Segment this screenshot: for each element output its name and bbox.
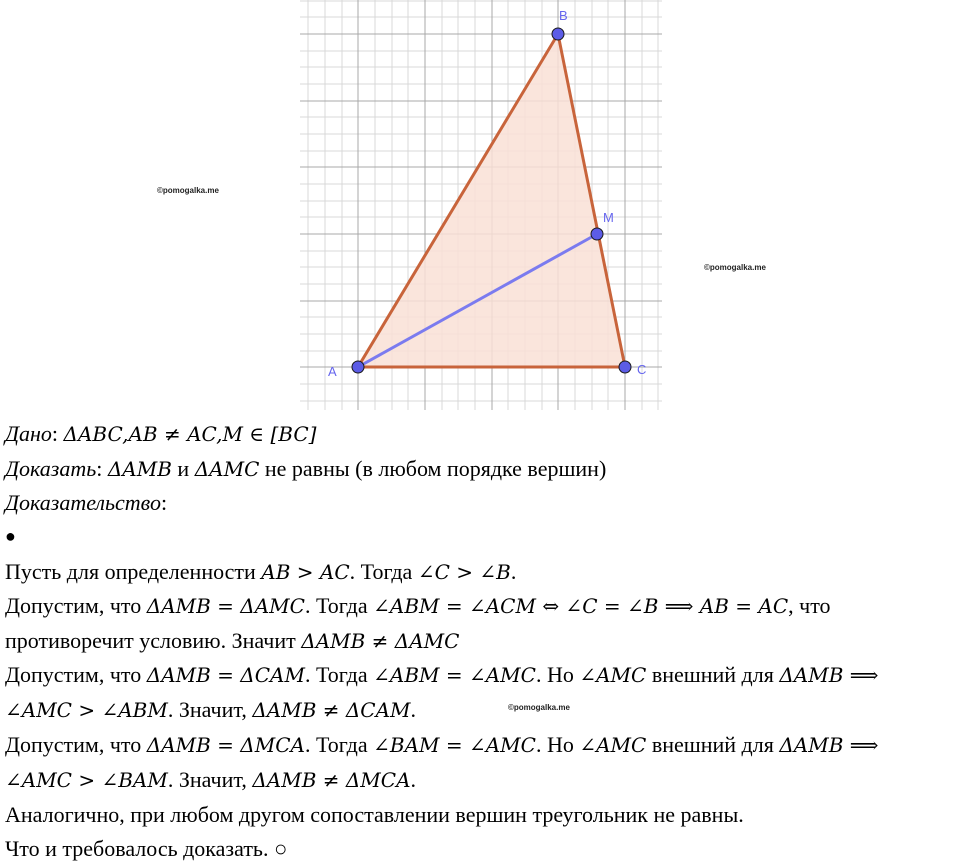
prove-line: [5, 454, 606, 484]
math-run: ∠ABM = ∠ACM ⇔ ∠C = ∠B ⟹ AB = AC: [373, 594, 789, 618]
given-label: Дано: [5, 421, 52, 446]
proof-label: Доказательство: [5, 490, 161, 515]
prove-math: ΔAMC: [194, 457, 260, 481]
text-run: внешний для: [646, 732, 780, 757]
triangle-figure: [300, 0, 670, 415]
math-run: AB > AC: [261, 560, 350, 584]
proof-line-5: [5, 695, 416, 725]
text-run: . Значит,: [167, 767, 253, 792]
math-run: ∠AMC > ∠BAM: [5, 768, 168, 792]
watermark: ©pomogalka.me: [508, 703, 570, 712]
math-run: ΔAMB ≠ ΔAMC: [301, 629, 460, 653]
given-math: ΔABC,AB ≠ AC,M ∈ [BC]: [63, 422, 317, 446]
text-run: . Тогда: [349, 559, 418, 584]
point-b: [552, 28, 564, 40]
text-run: Допустим, что: [5, 593, 147, 618]
proof-line-4: [5, 660, 878, 690]
math-run: ΔAMB ≠ ΔMCA: [252, 768, 411, 792]
label-m: M: [603, 210, 614, 225]
math-run: ΔAMB = ΔCAM: [146, 663, 305, 687]
given-line: [5, 419, 316, 449]
text-run: . Но: [535, 662, 580, 687]
math-run: ΔAMB = ΔMCA: [146, 733, 305, 757]
proof-line-7: [5, 765, 416, 795]
label-b: B: [559, 8, 568, 23]
text-run: Пусть для определенности: [5, 559, 262, 584]
math-run: ∠ABM = ∠AMC: [373, 663, 536, 687]
text-run: внешний для: [646, 662, 780, 687]
proof-line-6: [5, 730, 878, 760]
prove-text: и: [171, 456, 195, 481]
proof-sep: :: [160, 490, 168, 515]
proof-line-9: Что и требовалось доказать. ○: [5, 836, 288, 861]
text-run: . Значит,: [167, 697, 253, 722]
label-a: A: [328, 364, 337, 379]
math-run: ∠AMC: [579, 733, 647, 757]
proof-line-3: [5, 626, 459, 656]
proof-heading: [5, 488, 167, 518]
math-run: ∠BAM = ∠AMC: [373, 733, 536, 757]
prove-text: не равны (в любом порядке вершин): [259, 456, 607, 481]
prove-label: Доказать: [5, 456, 97, 481]
math-run: ΔAMB ≠ ΔCAM: [252, 698, 411, 722]
text-run: . Тогда: [304, 593, 374, 618]
proof-line-1: [5, 557, 516, 587]
label-c: C: [637, 362, 647, 377]
text-run: Допустим, что: [5, 662, 147, 687]
math-run: ∠AMC: [579, 663, 647, 687]
prove-sep: :: [96, 456, 108, 481]
math-run: ΔAMB ⟹: [779, 733, 879, 757]
watermark: ©pomogalka.me: [704, 263, 766, 272]
text-run: . Тогда: [304, 662, 374, 687]
text-run: . Но: [535, 732, 580, 757]
text-run: .: [410, 697, 417, 722]
point-c: [619, 361, 631, 373]
text-run: .: [410, 767, 417, 792]
point-a: [352, 361, 364, 373]
given-sep: :: [51, 421, 64, 446]
watermark: ©pomogalka.me: [157, 186, 219, 195]
point-m: [591, 228, 603, 240]
proof-line-8: Аналогично, при любом другом сопоставлении вершин треугольник не равны.: [5, 802, 744, 827]
text-run: , что: [788, 593, 831, 618]
prove-math: ΔAMB: [107, 457, 172, 481]
math-run: ΔAMB = ΔAMC: [146, 594, 305, 618]
text-run: . Тогда: [304, 732, 374, 757]
math-run: ∠AMC > ∠ABM: [5, 698, 168, 722]
text-run: .: [510, 559, 517, 584]
proof-line-2: [5, 591, 831, 621]
text-run: Допустим, что: [5, 732, 147, 757]
text-run: противоречит условию. Значит: [5, 628, 302, 653]
math-run: ΔAMB ⟹: [779, 663, 879, 687]
math-run: ∠C > ∠B: [417, 560, 511, 584]
bullet: ●: [5, 526, 16, 546]
